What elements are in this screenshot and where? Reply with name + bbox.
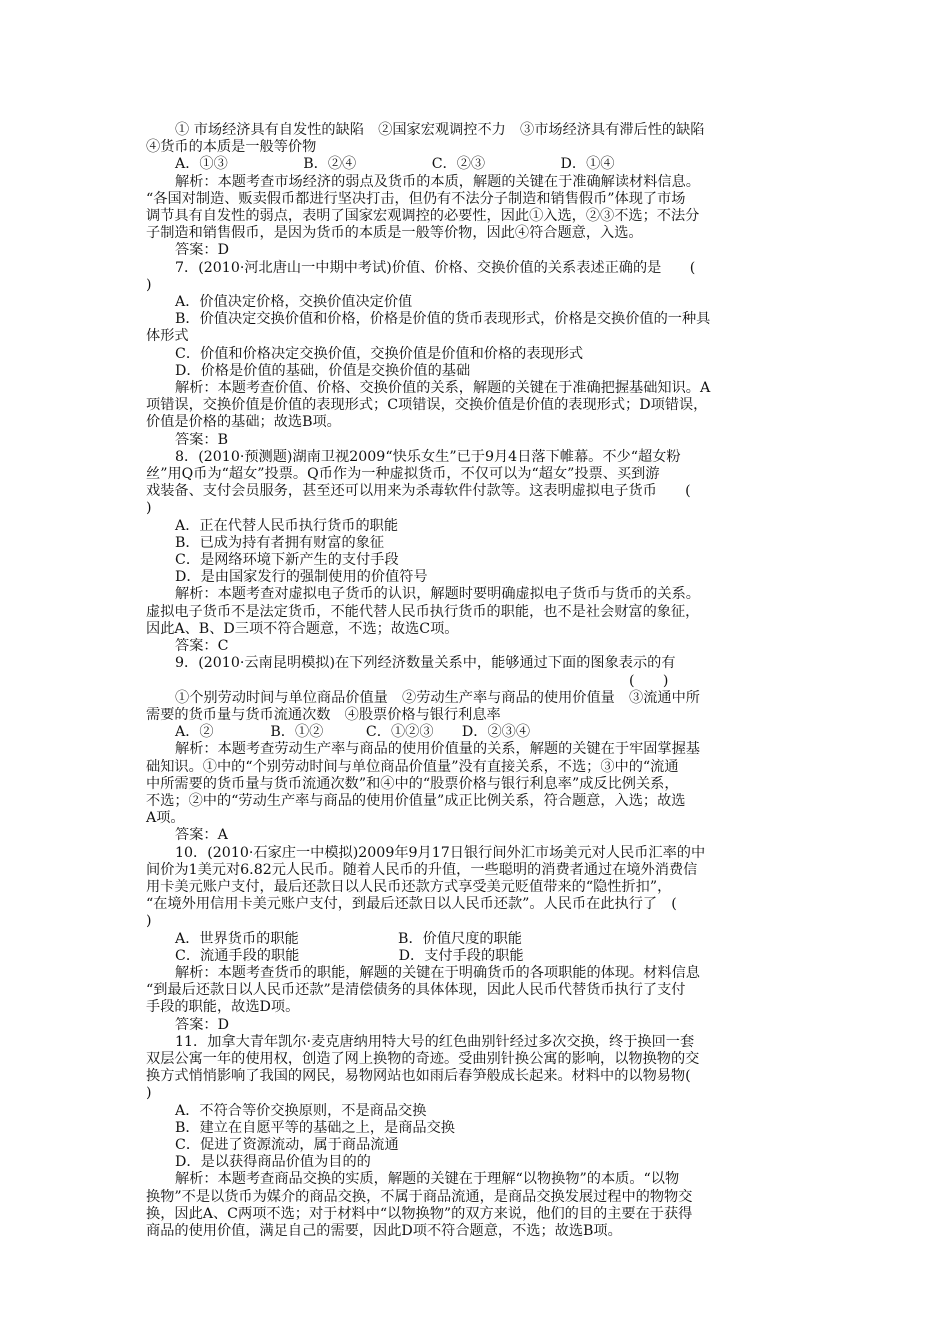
text-line: 换方式悄悄影响了我国的网民，易物网站也如雨后春笋般成长起来。材料中的以物易物( xyxy=(146,1068,691,1085)
text-line: 9．(2010·云南昆明模拟)在下列经济数量关系中，能够通过下面的图象表示的有 xyxy=(175,655,676,672)
text-line: B．建立在自愿平等的基础之上，是商品交换 xyxy=(175,1119,455,1136)
text-line: A．价值决定价格，交换价值决定价值 xyxy=(175,294,413,311)
text-line: C．流通手段的职能 D．支付手段的职能 xyxy=(175,947,524,964)
text-line: 手段的职能，故选D项。 xyxy=(146,999,300,1016)
text-line: 换物”不是以货币为媒介的商品交换，不属于商品流通，是商品交换发展过程中的物物交 xyxy=(146,1188,693,1205)
text-line: 中所需要的货币量与货币流通次数”和④中的“股票价格与银行利息率”成反比例关系， xyxy=(146,775,679,792)
text-line: 答案：D xyxy=(175,242,229,259)
text-line: 间价为1美元对6.82元人民币。随着人民币的升值，一些聪明的消费者通过在境外消费信 xyxy=(146,861,698,878)
text-line: 换，因此A、C两项不选；对于材料中“以物换物”的双方来说，他们的目的主要在于获得 xyxy=(146,1205,693,1222)
text-line: 因此A、B、D三项不符合题意，不选；故选C项。 xyxy=(146,620,459,637)
text-line: 双层公寓一年的使用权，创造了网上换物的奇迹。受曲别针换公寓的影响，以物换物的交 xyxy=(146,1050,700,1067)
text-line: ① 市场经济具有自发性的缺陷 ②国家宏观调控不力 ③市场经济具有滞后性的缺陷 xyxy=(175,122,705,138)
text-line: 不选；②中的“劳动生产率与商品的使用价值量”成正比例关系，符合题意，入选；故选 xyxy=(146,792,686,809)
text-line: 答案：A xyxy=(175,827,228,844)
text-line: 解析：本题考查价值、价格、交换价值的关系，解题的关键在于准确把握基础知识。A xyxy=(175,380,711,397)
text-line: A．世界货币的职能 B．价值尺度的职能 xyxy=(175,930,522,947)
text-line: ①个别劳动时间与单位商品价值量 ②劳动生产率与商品的使用价值量 ③流通中所 xyxy=(175,689,700,706)
text-line: C．促进了资源流动，属于商品流通 xyxy=(175,1136,399,1153)
text-line: 11．加拿大青年凯尔·麦克唐纳用特大号的红色曲别针经过多次交换，终于换回一套 xyxy=(175,1033,695,1050)
text-line: 解析：本题考查劳动生产率与商品的使用价值量的关系，解题的关键在于牢固掌握基 xyxy=(175,741,700,758)
text-line: 调节具有自发性的弱点，表明了国家宏观调控的必要性，因此①入选，②③不选；不法分 xyxy=(146,208,700,225)
text-line: “各国对制造、贩卖假币都进行坚决打击，但仍有不法分子制造和销售假币”体现了市场 xyxy=(146,190,686,207)
text-line: D．价格是价值的基础，价值是交换价值的基础 xyxy=(175,362,471,379)
text-line: B．已成为持有者拥有财富的象征 xyxy=(175,534,385,551)
text-line: ) xyxy=(146,1085,152,1102)
text-line: 解析：本题考查货币的职能，解题的关键在于明确货币的各项职能的体现。材料信息 xyxy=(175,964,700,981)
text-line: D．是由国家发行的强制使用的价值符号 xyxy=(175,569,428,586)
text-line: 8．(2010·预测题)湖南卫视2009“快乐女生”已于9月4日落下帷幕。不少“超女粉 xyxy=(175,448,681,465)
text-line: 7．(2010·河北唐山一中期中考试)价值、价格、交换价值的关系表述正确的是 ( xyxy=(175,259,696,276)
text-line: 需要的货币量与货币流通次数 ④股票价格与银行利息率 xyxy=(146,706,501,723)
text-line: 用卡美元账户支付，最后还款日以人民币还款方式享受美元贬值带来的“隐性折扣”， xyxy=(146,878,672,895)
text-line: 答案：B xyxy=(175,431,228,448)
text-line: 解析：本题考查商品交换的实质，解题的关键在于理解“以物换物”的本质。“以物 xyxy=(175,1171,680,1188)
text-line: “在境外用信用卡美元账户支付，到最后还款日以人民币还款”。人民币在此执行了 ( xyxy=(146,896,677,913)
text-line: 体形式 xyxy=(146,328,189,345)
text-line: 答案：D xyxy=(175,1016,229,1033)
text-line: C．价值和价格决定交换价值，交换价值是价值和价格的表现形式 xyxy=(175,345,584,362)
text-line: D．是以获得商品价值为目的的 xyxy=(175,1154,371,1171)
text-line: A．不符合等价交换原则，不是商品交换 xyxy=(175,1102,427,1119)
text-line: ) xyxy=(146,276,152,293)
text-line: 解析：本题考查市场经济的弱点及货币的本质，解题的关键在于准确解读材料信息。 xyxy=(175,173,700,190)
text-line: 价值是价格的基础；故选B项。 xyxy=(146,414,341,431)
text-line: B．价值决定交换价值和价格，价格是价值的货币表现形式，价格是交换价值的一种具 xyxy=(175,311,711,328)
text-line: 虚拟电子货币不是法定货币，不能代替人民币执行货币的职能，也不是社会财富的象征， xyxy=(146,603,700,620)
text-line: 解析：本题考查对虚拟电子货币的认识，解题时要明确虚拟电子货币与货币的关系。 xyxy=(175,586,700,603)
text-line: ) xyxy=(146,913,152,930)
text-line: A项。 xyxy=(146,810,185,827)
text-line: 答案：C xyxy=(175,638,229,655)
text-line: ④货币的本质是一般等价物 xyxy=(146,139,317,156)
text-line: 子制造和销售假币，是因为货币的本质是一般等价物，因此④符合题意，入选。 xyxy=(146,225,643,242)
text-line: C．是网络环境下新产生的支付手段 xyxy=(175,552,399,569)
text-line: A．①③ B．②④ C．②③ D．①④ xyxy=(175,156,615,173)
text-line: 商品的使用价值，满足自己的需要，因此D项不符合题意，不选；故选B项。 xyxy=(146,1223,622,1239)
text-line: A．正在代替人民币执行货币的职能 xyxy=(175,517,399,534)
text-line: 础知识。①中的“个别劳动时间与单位商品价值量”没有直接关系，不选；③中的“流通 xyxy=(146,758,679,775)
text-line: ) xyxy=(146,500,152,517)
text-line: ( ) xyxy=(175,672,669,689)
text-line: 丝”用Q币为“超女”投票。Q币作为一种虚拟货币，不仅可以为“超女”投票、买到游 xyxy=(146,466,660,483)
text-line: 10．(2010·石家庄一中模拟)2009年9月17日银行间外汇市场美元对人民币汇率的中 xyxy=(175,844,706,861)
text-line: “到最后还款日以人民币还款”是清偿债务的具体体现，因此人民币代替货币执行了支付 xyxy=(146,982,686,999)
text-line: 戏装备、支付会员服务，甚至还可以用来为杀毒软件付款等。这表明虚拟电子货币 ( xyxy=(146,483,691,500)
document-page xyxy=(146,122,812,1240)
text-line: A．② B．①② C．①②③ D．②③④ xyxy=(175,724,531,741)
text-line: 项错误，交换价值是价值的表现形式；C项错误，交换价值是价值的表现形式；D项错误， xyxy=(146,397,708,414)
